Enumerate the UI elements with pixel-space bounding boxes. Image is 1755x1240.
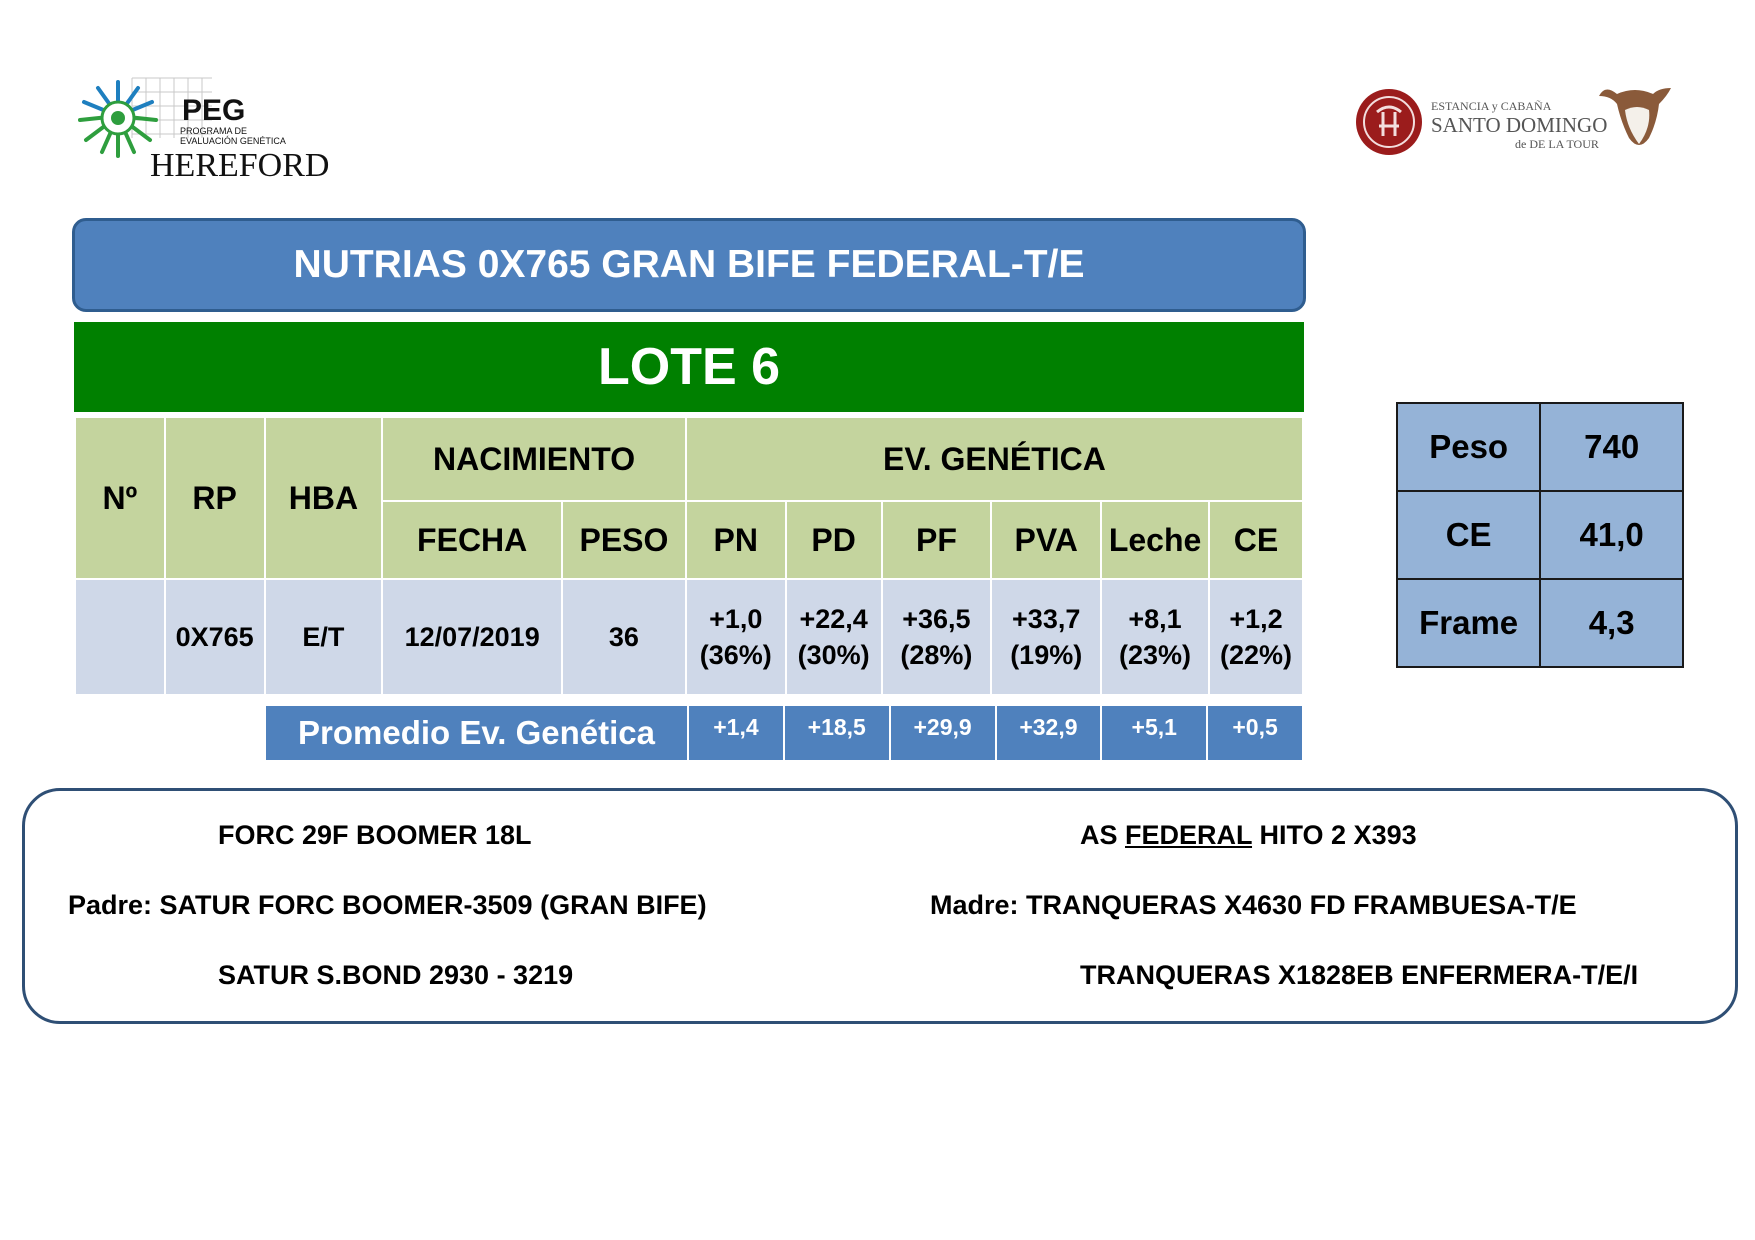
- header-nacimiento: NACIMIENTO: [382, 417, 686, 501]
- header-pn: PN: [686, 501, 786, 579]
- madre-dam: TRANQUERAS X1828EB ENFERMERA-T/E/I: [1080, 960, 1639, 990]
- madre-sire-prefix: AS: [1080, 820, 1126, 850]
- cell-no: [75, 579, 165, 695]
- lote-label: LOTE 6: [597, 338, 781, 396]
- ce-pct: (22%): [1219, 640, 1293, 670]
- header-rp: RP: [165, 417, 265, 579]
- header-fecha: FECHA: [382, 501, 562, 579]
- cell-pn: [686, 579, 786, 695]
- madre-sire-underlined: FEDERAL: [1125, 820, 1253, 850]
- cell-fecha: 12/07/2019: [382, 579, 562, 695]
- header-peso: PESO: [562, 501, 686, 579]
- pd-value: +22,4: [799, 604, 868, 634]
- cell-peso: 36: [562, 579, 686, 695]
- pva-value: +33,7: [1012, 604, 1081, 634]
- animal-title: NUTRIAS 0X765 GRAN BIFE FEDERAL-T/E: [293, 243, 1085, 286]
- svg-text:de DE LA TOUR: de DE LA TOUR: [1515, 137, 1599, 151]
- header-pf: PF: [882, 501, 992, 579]
- cell-ce: [1209, 579, 1303, 695]
- side-row-ce: [1397, 491, 1683, 579]
- side-value-frame: 4,3: [1540, 579, 1683, 667]
- cell-pva: [991, 579, 1101, 695]
- side-label-peso: Peso: [1397, 403, 1540, 491]
- cell-pd: [786, 579, 882, 695]
- pf-pct: (28%): [900, 640, 973, 670]
- side-value-peso: 740: [1540, 403, 1683, 491]
- bull-head-seal-icon: [1355, 82, 1673, 164]
- side-row-peso: [1397, 403, 1683, 491]
- promedio-ce: +0,5: [1207, 705, 1303, 761]
- sunburst-grid-logo-icon: [72, 76, 334, 184]
- cell-rp: 0X765: [165, 579, 265, 695]
- promedio-label: Promedio Ev. Genética: [265, 705, 688, 761]
- peg-hereford-logo: [72, 76, 334, 184]
- header-ce: CE: [1209, 501, 1303, 579]
- header-leche: Leche: [1101, 501, 1209, 579]
- santo-domingo-logo: [1355, 82, 1673, 164]
- svg-text:EVALUACIÓN GENÉTICA: EVALUACIÓN GENÉTICA: [180, 136, 286, 146]
- madre-sire-suffix: HITO 2 X393: [1252, 820, 1417, 850]
- pd-pct: (30%): [797, 640, 870, 670]
- pva-pct: (19%): [1010, 640, 1083, 670]
- promedio-pd: +18,5: [784, 705, 890, 761]
- padre-line: Padre: SATUR FORC BOOMER-3509 (GRAN BIFE): [68, 890, 707, 920]
- ce-value: +1,2: [1229, 604, 1283, 634]
- padre-dam: SATUR S.BOND 2930 - 3219: [218, 960, 574, 990]
- animal-title-banner: [72, 218, 1306, 312]
- cell-hba: E/T: [265, 579, 383, 695]
- header-pva: PVA: [991, 501, 1101, 579]
- svg-text:HEREFORD: HEREFORD: [150, 147, 330, 184]
- pf-value: +36,5: [902, 604, 971, 634]
- pn-value: +1,0: [709, 604, 763, 634]
- svg-text:ESTANCIA y CABAÑA: ESTANCIA y CABAÑA: [1431, 99, 1552, 113]
- pn-pct: (36%): [699, 640, 772, 670]
- side-row-frame: [1397, 579, 1683, 667]
- physical-measures-table: [1396, 402, 1684, 668]
- madre-sire: [1080, 820, 1417, 851]
- svg-text:PROGRAMA DE: PROGRAMA DE: [180, 126, 248, 136]
- promedio-pn: +1,4: [688, 705, 784, 761]
- cell-leche: [1101, 579, 1209, 695]
- svg-text:PEG: PEG: [182, 94, 246, 127]
- lote-banner: [74, 322, 1304, 412]
- promedio-pva: +32,9: [996, 705, 1102, 761]
- header-pd: PD: [786, 501, 882, 579]
- promedio-row: [265, 705, 1303, 761]
- madre-line: Madre: TRANQUERAS X4630 FD FRAMBUESA-T/E: [930, 890, 1577, 920]
- padre-sire: FORC 29F BOOMER 18L: [218, 820, 532, 850]
- side-label-ce: CE: [1397, 491, 1540, 579]
- leche-pct: (23%): [1119, 640, 1192, 670]
- promedio-pf: +29,9: [890, 705, 996, 761]
- header-hba: HBA: [265, 417, 383, 579]
- promedio-leche: +5,1: [1101, 705, 1207, 761]
- promedio-table: [264, 704, 1304, 762]
- header-no: Nº: [75, 417, 165, 579]
- cell-pf: [882, 579, 992, 695]
- side-label-frame: Frame: [1397, 579, 1540, 667]
- side-value-ce: 41,0: [1540, 491, 1683, 579]
- leche-value: +8,1: [1128, 604, 1182, 634]
- table-row: [75, 579, 1303, 695]
- animal-data-table: [74, 416, 1304, 696]
- header-ev-genetica: EV. GENÉTICA: [686, 417, 1303, 501]
- svg-text:SANTO DOMINGO: SANTO DOMINGO: [1431, 113, 1608, 137]
